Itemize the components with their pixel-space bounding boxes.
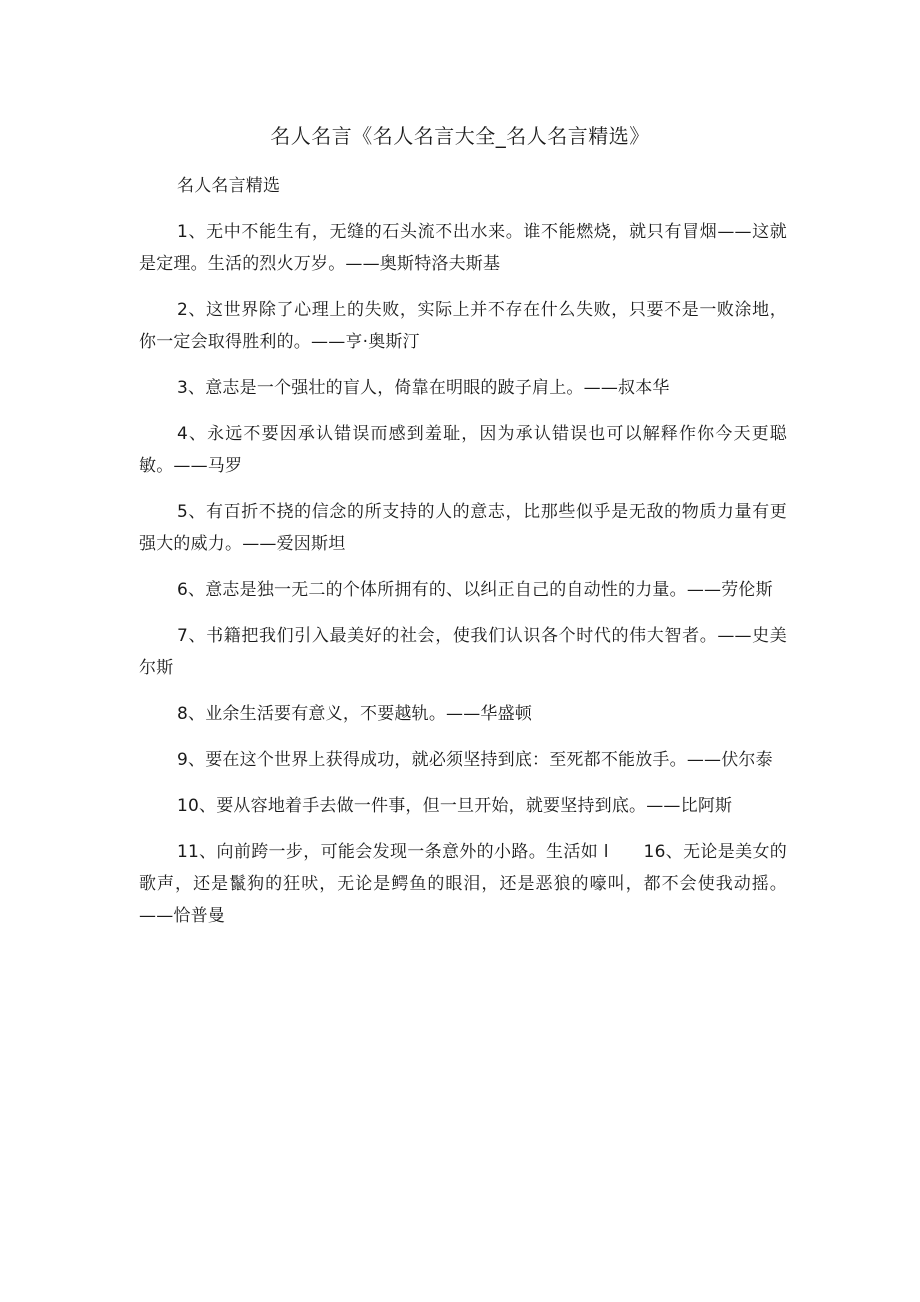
quote-paragraph: 3、意志是一个强壮的盲人，倚靠在明眼的跛子肩上。——叔本华 [177, 378, 670, 398]
quote-paragraph: 6、意志是独一无二的个体所拥有的、以纠正自己的自动性的力量。——劳伦斯 [177, 580, 773, 600]
document-body [139, 170, 787, 946]
quote-paragraph: 9、要在这个世界上获得成功，就必须坚持到底：至死都不能放手。——伏尔泰 [177, 750, 773, 770]
quote-paragraph: 4、永远不要因承认错误而感到羞耻，因为承认错误也可以解释作你今天更聪敏。——马罗 [139, 424, 787, 476]
quote-paragraph: 2、这世界除了心理上的失败，实际上并不存在什么失败，只要不是一败涂地，你一定会取得胜利的。——亨·奥斯汀 [139, 300, 787, 352]
quote-paragraph: 10、要从容地着手去做一件事，但一旦开始，就要坚持到底。——比阿斯 [177, 796, 733, 816]
quote-paragraph: 5、有百折不挠的信念的所支持的人的意志，比那些似乎是无敌的物质力量有更强大的威力。——爱因斯坦 [139, 502, 787, 554]
quote-paragraph: 7、书籍把我们引入最美好的社会，使我们认识各个时代的伟大智者。——史美尔斯 [139, 626, 787, 678]
document-title: 名人名言《名人名言大全_名人名言精选》 [270, 124, 650, 148]
quote-paragraph: 8、业余生活要有意义，不要越轨。——华盛顿 [177, 704, 533, 724]
section-heading: 名人名言精选 [177, 176, 281, 196]
quote-paragraph: 11、向前跨一步，可能会发现一条意外的小路。生活如 l 16、无论是美女的歌声，还是鬣狗的狂吠，无论是鳄鱼的眼泪，还是恶狼的嚎叫，都不会使我动摇。——恰普曼 [139, 842, 787, 926]
quote-paragraph: 1、无中不能生有，无缝的石头流不出水来。谁不能燃烧，就只有冒烟——这就是定理。生活的烈火万岁。——奥斯特洛夫斯基 [139, 222, 787, 274]
